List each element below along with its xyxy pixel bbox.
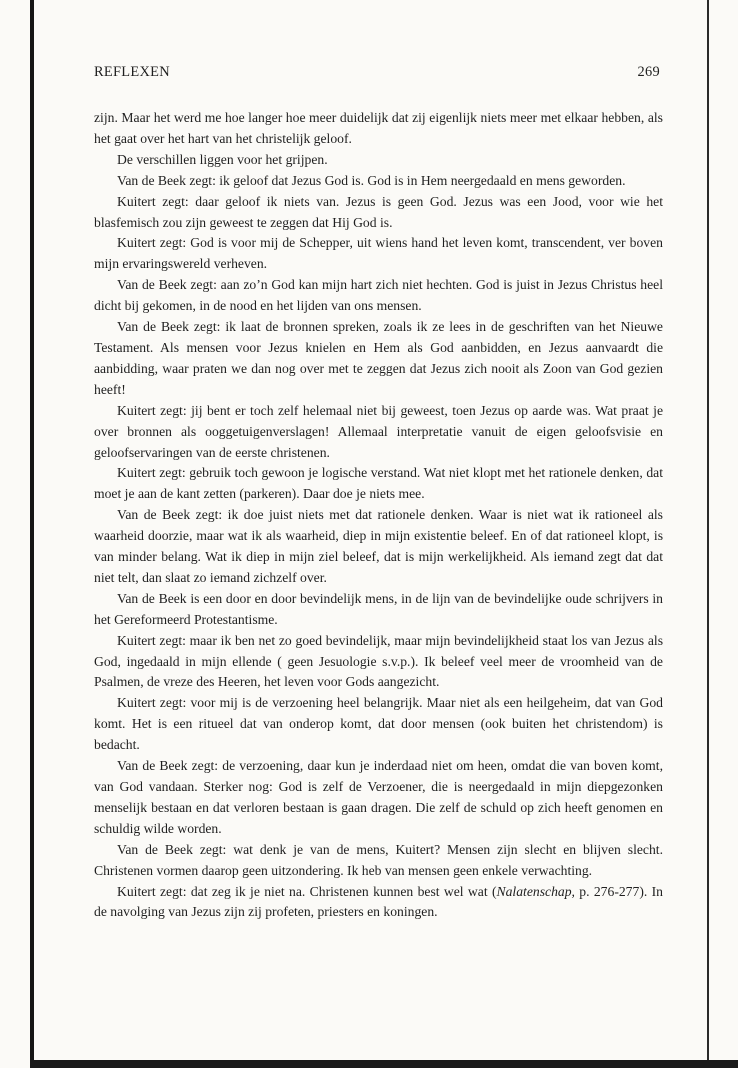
paragraph: Kuitert zegt: jij bent er toch zelf helemaal niet bij geweest, toen Jezus op aarde was. Wat praat je over bronnen als ooggetuigenverslagen! Allemaal interpretatie vanuit de eigen geloofsvisie en geloofservaringen van de eerste christenen. bbox=[94, 402, 663, 460]
paragraph: Kuitert zegt: God is voor mij de Schepper, uit wiens hand het leven komt, transcendent, ver boven mijn ervaringswereld verheven. bbox=[94, 235, 663, 272]
chapter-title: REFLEXEN bbox=[94, 64, 170, 80]
paragraph: Van de Beek zegt: aan zo’n God kan mijn hart zich niet hechten. God is juist in Jezus Christus heel dicht bij gekomen, in de nood en het lijden van ons mensen. bbox=[94, 277, 663, 314]
page-number: 269 bbox=[637, 64, 660, 80]
paragraph: Van de Beek zegt: ik laat de bronnen spreken, zoals ik ze lees in de geschriften van het Nieuwe Testament. Als mensen voor Jezus knielen en Hem als God aanbidden, en Jezus aanvaardt die aanbidding, waar praten we dan nog over met te zeggen dat Jezus zich nooit als Zoon van God gezien heeft! bbox=[94, 319, 663, 397]
paragraph: Kuitert zegt: voor mij is de verzoening heel belangrijk. Maar niet als een heilgeheim, dat van God komt. Het is een ritueel dat van onderop komt, dat door mensen (ook buiten het christendom) is bedacht. bbox=[94, 695, 663, 753]
paragraph-last-text-end: p. 276-277). In de navolging van Jezus zijn zij profeten, priesters en koningen. bbox=[94, 883, 663, 920]
paragraph-last-text: Kuitert zegt: dat zeg ik je niet na. Christenen kunnen best wel wat ( bbox=[117, 883, 497, 899]
paragraph-last bbox=[94, 882, 663, 924]
scan-border-left bbox=[30, 0, 34, 1068]
paragraph: Van de Beek zegt: ik doe juist niets met dat rationele denken. Waar is niet wat ik rationeel als waarheid doorzie, maar wat ik als waarheid, diep in mijn existentie beleef. En of dat rationeel klopt, is van minder belang. Wat ik diep in mijn ziel beleef, dat is mijn werkelijkheid. Als iemand zegt dat dat niet telt, dan slaat zo iemand zichzelf over. bbox=[94, 507, 663, 585]
paragraph: Kuitert zegt: daar geloof ik niets van. Jezus is geen God. Jezus was een Jood, voor wie het blasfemisch zou zijn geweest te zeggen dat Hij God is. bbox=[94, 193, 663, 230]
paragraph: Van de Beek zegt: de verzoening, daar kun je inderdaad niet om heen, omdat die van boven komt, van God vandaan. Sterker nog: God is zelf de Verzoener, die is neergedaald in mijn diepgezonken menselijk bestaan en dat verloren bestaan is gaan dragen. Die zelf de schuld op zich heeft genomen en schuldig wilde worden. bbox=[94, 758, 663, 836]
paragraph: Kuitert zegt: maar ik ben net zo goed bevindelijk, maar mijn bevindelijkheid staat los van Jezus als God, ingedaald in mijn ellende ( geen Jesuologie s.v.p.). Ik beleef veel meer de vroomheid van de Psalmen, de vreze des Heeren, het leven voor Gods aangezicht. bbox=[94, 632, 663, 690]
paragraph: De verschillen liggen voor het grijpen. bbox=[117, 151, 328, 167]
scan-border-right bbox=[707, 0, 709, 1068]
body-text bbox=[94, 108, 663, 923]
scan-border-bottom bbox=[30, 1060, 738, 1068]
paragraph: Van de Beek zegt: wat denk je van de mens, Kuitert? Mensen zijn slecht en blijven slecht. Christenen vormen daarop geen uitzondering. Ik heb van mensen geen enkele verwachting. bbox=[94, 841, 663, 878]
citation-title: Nalatenschap, bbox=[496, 883, 575, 899]
paragraph: Van de Beek zegt: ik geloof dat Jezus God is. God is in Hem neergedaald en mens geworden. bbox=[117, 172, 626, 188]
running-head bbox=[94, 64, 666, 84]
paragraph: zijn. Maar het werd me hoe langer hoe meer duidelijk dat zij eigenlijk niets meer met elkaar hebben, als het gaat over het hart van het christelijk geloof. bbox=[94, 110, 663, 146]
paragraph: Kuitert zegt: gebruik toch gewoon je logische verstand. Wat niet klopt met het rationele denken, dat moet je aan de kant zetten (parkeren). Daar doe je niets mee. bbox=[94, 465, 663, 502]
paragraph: Van de Beek is een door en door bevindelijk mens, in de lijn van de bevindelijke oude schrijvers in het Gereformeerd Protestantisme. bbox=[94, 590, 663, 627]
